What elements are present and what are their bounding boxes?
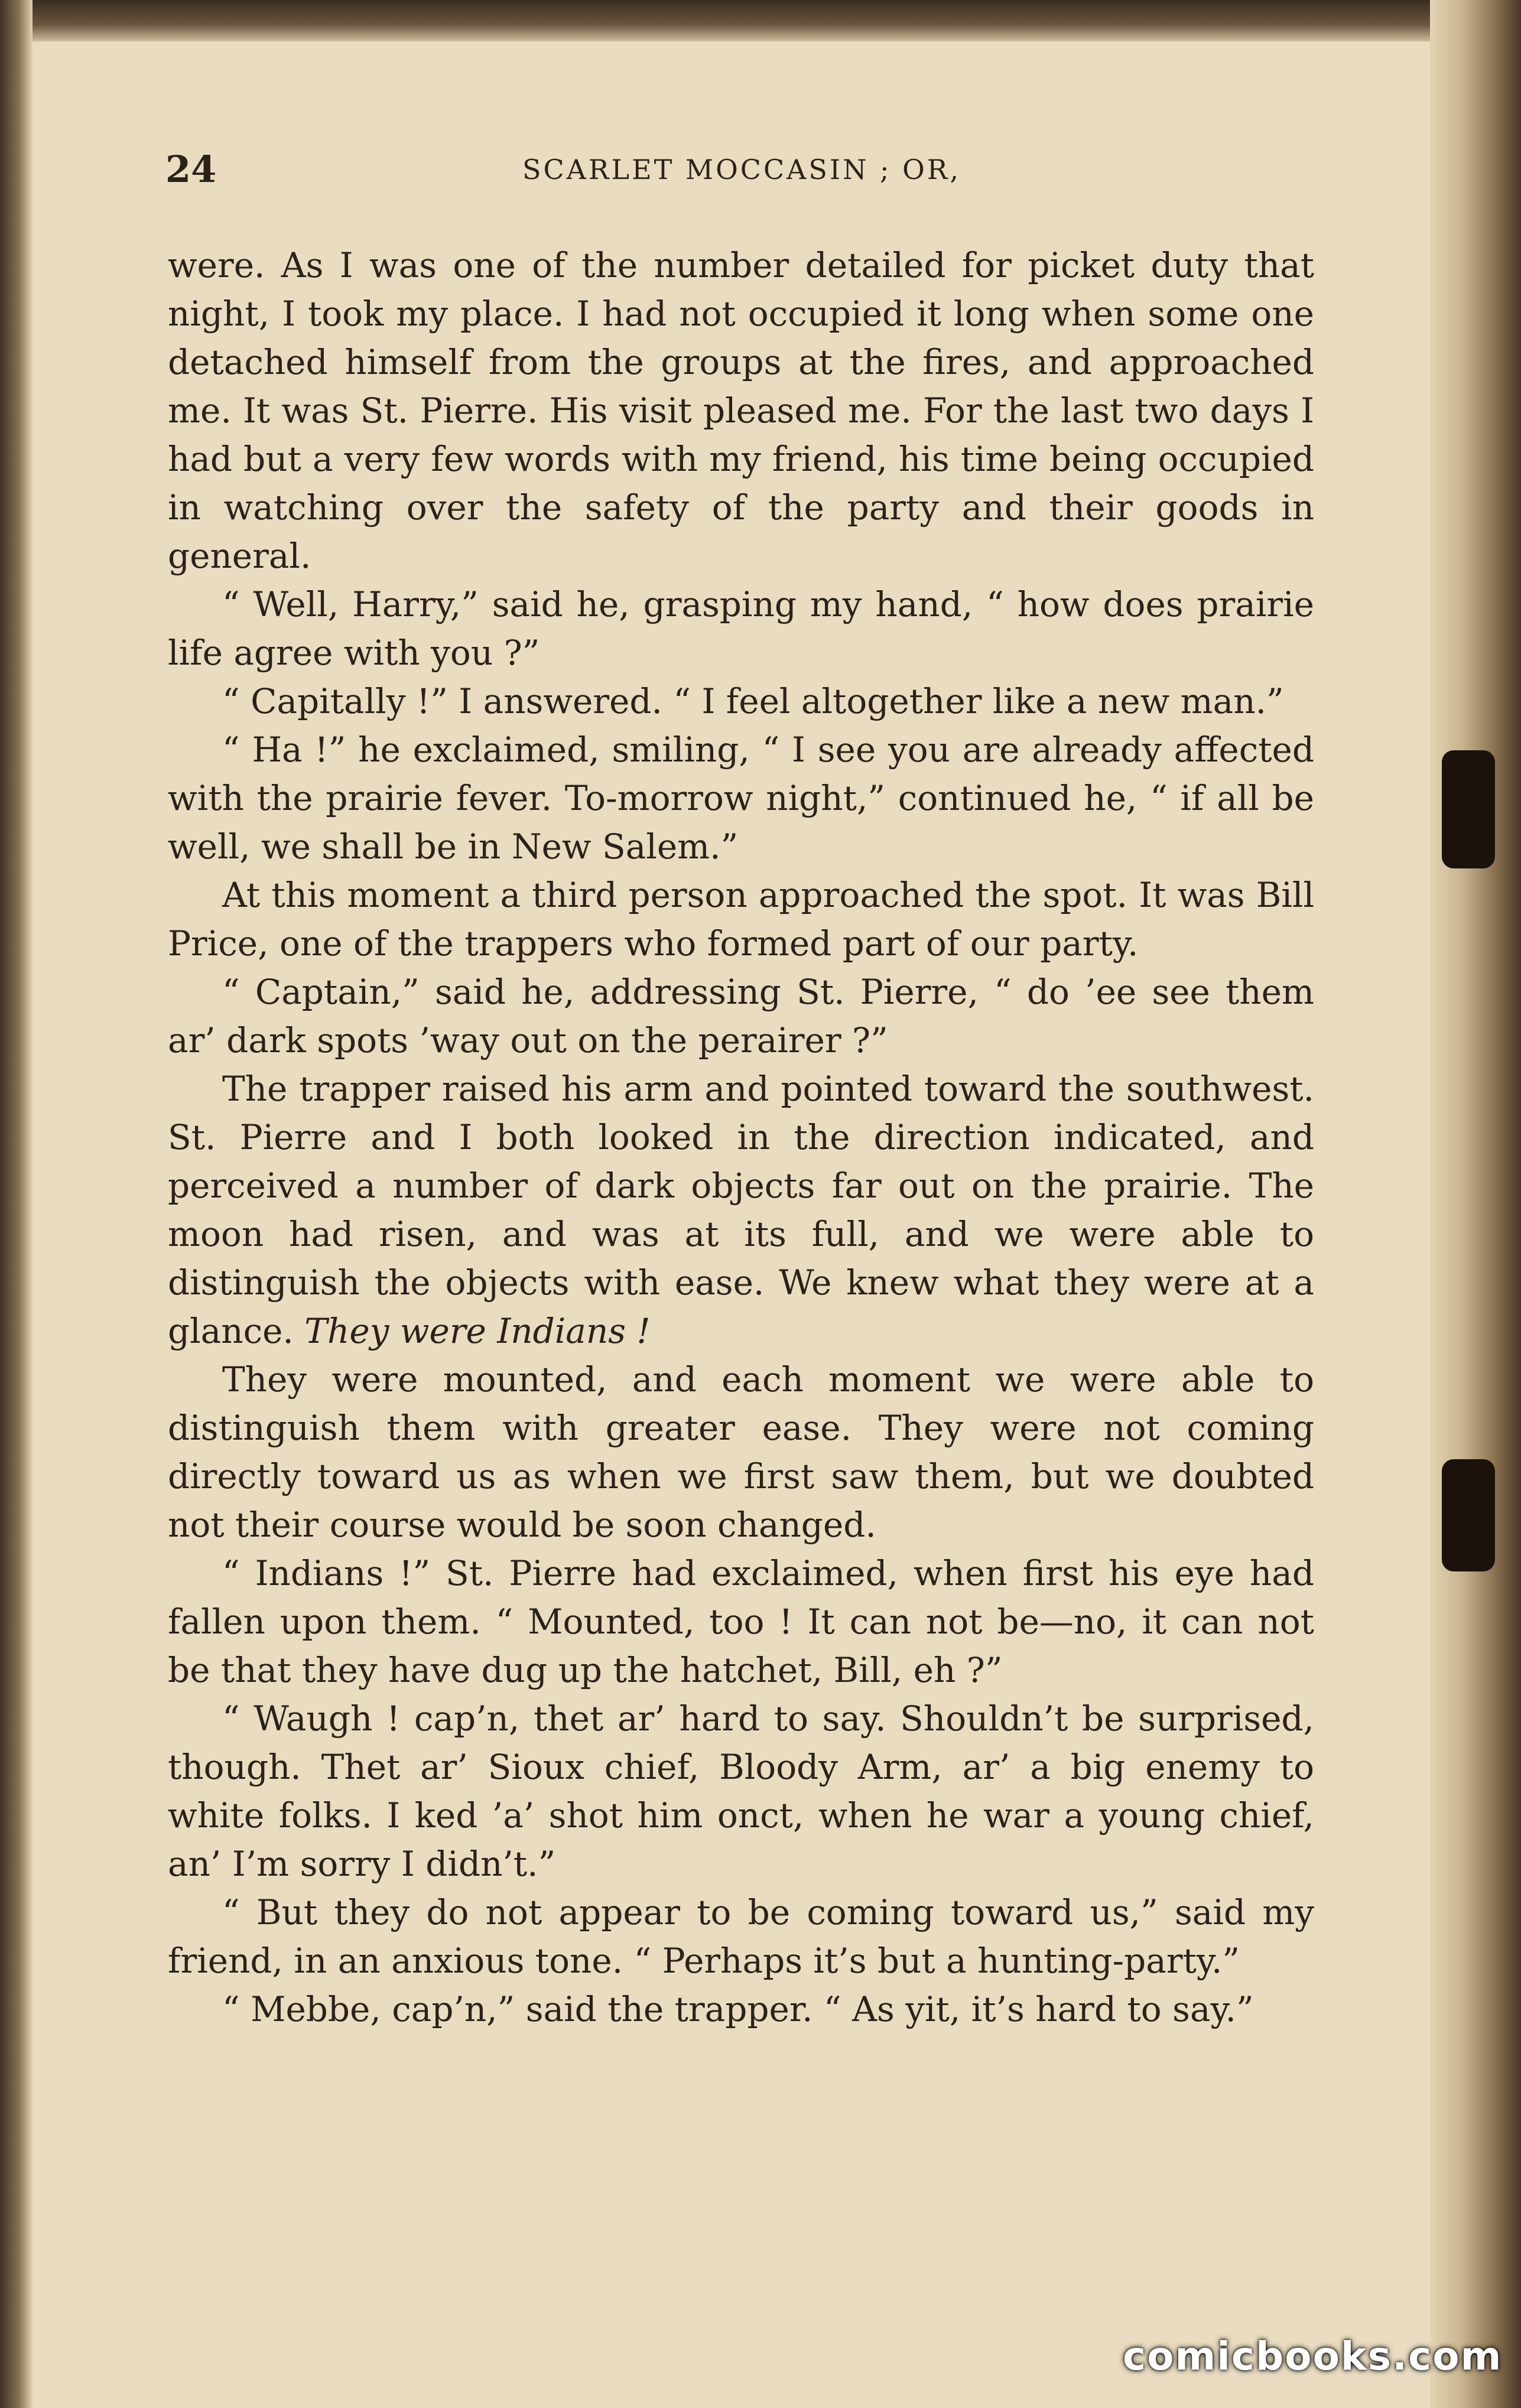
paragraph: They were mounted, and each moment we were able to distinguish them with greater ease. They were not coming directly toward us as when we first saw them, but we doubted not their course would be soon changed. (168, 1359, 1314, 1545)
page-number: 24 (165, 148, 217, 191)
paragraph: “ Indians !” St. Pierre had exclaimed, when first his eye had fallen upon them. “ Mounted, too ! It can not be—no, it can not be that they have dug up the hatchet, Bill, eh ?” (168, 1553, 1314, 1690)
paragraph: “ Waugh ! cap’n, thet ar’ hard to say. Shouldn’t be surprised, though. Thet ar’ Sioux chief, Bloody Arm, ar’ a big enemy to white folks. I ked ’a’ shot him onct, when he war a young chief, an’ I’m sorry I didn’t.” (168, 1698, 1314, 1884)
paragraph (168, 1065, 1314, 1355)
binding-stitch-lower (1442, 1459, 1495, 1571)
page-top-edge (0, 0, 1521, 41)
page-left-edge (0, 0, 32, 2408)
binding-stitch-upper (1442, 750, 1495, 868)
paragraph: were. As I was one of the number detailed for picket duty that night, I took my place. I had not occupied it long when some one detached himself from the groups at the fires, and approached me. It was St. Pierre. His visit pleased me. For the last two days I had but a very few words with my friend, his time being occupied in watching over the safety of the party and their goods in general. (168, 245, 1314, 576)
paragraph-text: The trapper raised his arm and pointed toward the southwest. St. Pierre and I both looked in the direction indicated, and perceived a number of dark objects far out on the prairie. The moon had risen, and was at its full, and we were able to distinguish the objects with ease. We knew what they were at a glance. (168, 1069, 1314, 1351)
paragraph: “ Capitally !” I answered. “ I feel altogether like a new man.” (222, 681, 1284, 721)
paragraph: “ Well, Harry,” said he, grasping my hand, “ how does prairie life agree with you ?” (168, 584, 1314, 673)
watermark: comicbooks.com (1123, 2334, 1503, 2379)
body-text (168, 241, 1314, 2033)
page-header (165, 148, 1318, 195)
paragraph: “ But they do not appear to be coming toward us,” said my friend, in an anxious tone. “ Perhaps it’s but a hunting-party.” (168, 1892, 1314, 1981)
running-head: SCARLET MOCCASIN ; OR, (522, 154, 961, 186)
paragraph: “ Ha !” he exclaimed, smiling, “ I see you are already affected with the prairie fever. To-morrow night,” continued he, “ if all be well, we shall be in New Salem.” (168, 730, 1314, 867)
italic-phrase: They were Indians ! (304, 1311, 651, 1351)
paragraph: “ Captain,” said he, addressing St. Pierre, “ do ’ee see them ar’ dark spots ’way out on the perairer ?” (168, 972, 1314, 1060)
paragraph: “ Mebbe, cap’n,” said the trapper. “ As yit, it’s hard to say.” (222, 1989, 1254, 2029)
paragraph: At this moment a third person approached the spot. It was Bill Price, one of the trappers who formed part of our party. (168, 875, 1314, 964)
book-spine (1430, 0, 1521, 2408)
